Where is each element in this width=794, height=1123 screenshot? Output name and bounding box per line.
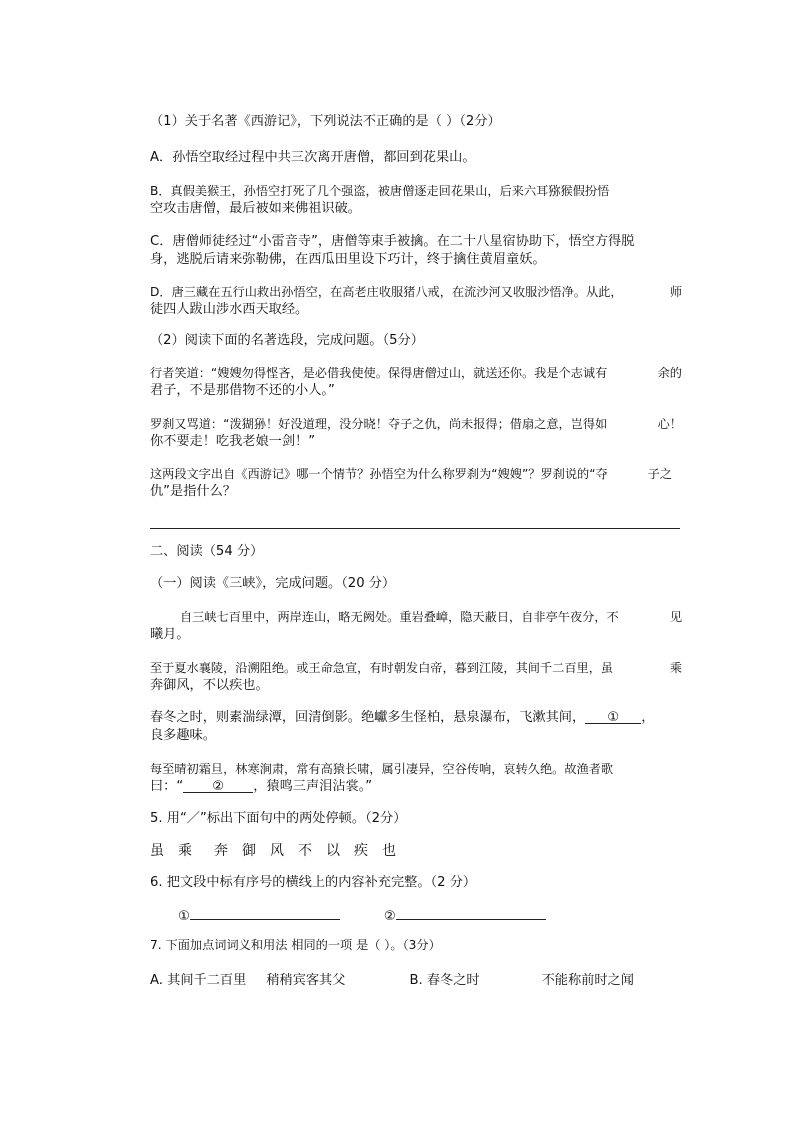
q1-option-d-line1: [150, 282, 682, 302]
q5-char[interactable]: 不: [298, 843, 312, 859]
q2-question-line1-text: 这两段文字出自《西游记》哪一个情节？孙悟空为什么称罗刹为“嫂嫂”？罗刹说的“夺: [150, 467, 608, 481]
passage-blank-2[interactable]: [183, 777, 253, 793]
q2-stem: （2）阅读下面的名著选段，完成问题。（5分）: [150, 333, 424, 348]
q5-char[interactable]: 虽: [150, 843, 164, 859]
q5-char[interactable]: 以: [326, 843, 340, 859]
q2-question-line2: 仇”是指什么？: [150, 484, 236, 499]
q6-answers: [178, 904, 682, 927]
q1-option-d-line2: 徒四人跋山涉水西天取经。: [150, 302, 309, 317]
passage-p3-line1-end: ，: [641, 710, 655, 725]
q5-sentence: [150, 841, 682, 861]
q1-stem: （1）关于名著《西游记》，下列说法不正确的是（ ）（2分）: [150, 114, 501, 129]
passage-p1-line1: [180, 607, 682, 627]
q1-option-c-line1: C．唐僧师徒经过“小雷音寺”，唐僧等束手被擒。在二十八星宿协助下，悟空方得脱: [150, 234, 635, 249]
q5-stem: 5. 用“／”标出下面句中的两处停顿。（2分）: [150, 811, 407, 826]
q5-char[interactable]: 奔: [214, 843, 228, 859]
passage-p2-line2: 奔御风，不以疾也。: [150, 678, 269, 693]
passage-p4-line2-end: ，猿鸣三声泪沾裳。”: [253, 779, 373, 794]
passage-p2-line1: [150, 658, 682, 678]
passage-p4-line2: [150, 777, 682, 797]
q1-option-b-line1: B．真假美猴王，孙悟空打死了几个强盗，被唐僧逐走回花果山，后来六耳猕猴假扮悟: [150, 184, 610, 198]
passage-p1-line1-text: 自三峡七百里中，两岸连山，略无阙处。重岩叠嶂，隐天蔽日，自非亭午夜分，不: [180, 610, 619, 624]
q5-char[interactable]: 也: [382, 843, 396, 859]
passage-p4-line2-start: 曰：“: [150, 779, 184, 794]
passage-p4-line1: 每至晴初霜旦，林寒涧肃，常有高猿长啸，属引凄异，空谷传响，哀转久绝。故渔者歌: [150, 762, 614, 776]
passage-blank-2-label: ②: [212, 779, 225, 794]
passage-p1-line1-end: 见: [669, 610, 682, 624]
q6-label-1: ①: [178, 909, 190, 924]
q7-options: [150, 971, 682, 991]
q2-excerpt2-line1-text: 罗刹又骂道：“泼猢狲！好没道理，没分晓！夺子之仇，尚未报得；借扇之意，岂得如: [150, 417, 608, 431]
section2-title: 二、阅读（54 分）: [150, 544, 264, 559]
q1-option-d-line1-text: D．唐三藏在五行山救出孙悟空，在高老庄收服猪八戒，在流沙河又收服沙悟净。从此，: [150, 285, 623, 299]
q2-question-line1-end: 子之: [647, 467, 672, 481]
q1-option-d-line1-end: 师: [669, 285, 682, 299]
q5-char[interactable]: 乘: [178, 843, 192, 859]
q2-excerpt2-line1-end: 心！: [657, 417, 682, 431]
q7-stem: 7. 下面加点词词义和用法 相同的一项 是（ ）。（3分）: [150, 938, 441, 952]
answer-line[interactable]: [150, 528, 680, 529]
q1-option-b-line2: 空攻击唐僧，最后被如来佛祖识破。: [150, 201, 361, 216]
q2-excerpt1-line2: 君子，不是那借物不还的小人。”: [150, 383, 335, 398]
q1-option-c-line2: 身，逃脱后请来弥勒佛，在西瓜田里设下巧计，终于擒住黄眉童妖。: [150, 252, 546, 267]
q2-question-line1: [150, 464, 682, 484]
q2-excerpt1-line1-text: 行者笑道：“嫂嫂勿得悭吝，是必借我使使。保得唐僧过山，就送还你。我是个志诚有: [150, 366, 608, 380]
q2-excerpt1-line1: [150, 363, 682, 383]
passage-p3-line1-text: 春冬之时，则素湍绿潭，回清倒影。绝巘多生怪柏，悬泉瀑布，飞漱其间，: [150, 710, 586, 725]
q6-stem: 6. 把文段中标有序号的横线上的内容补充完整。（2 分）: [150, 875, 477, 890]
section2-sub1: （一）阅读《三峡》，完成问题。（20 分）: [150, 576, 396, 591]
q7-option-a-word2: 稍稍宾客其父: [266, 973, 346, 988]
passage-blank-1[interactable]: [585, 708, 641, 724]
passage-p2-line1-text: 至于夏水襄陵，沿溯阻绝。或王命急宣，有时朝发白帝，暮到江陵，其间千二百里，虽: [150, 661, 614, 675]
passage-blank-1-label: ①: [607, 710, 620, 725]
q5-char[interactable]: 疾: [354, 843, 368, 859]
q6-label-2: ②: [383, 909, 396, 924]
q1-option-a: A．孙悟空取经过程中共三次离开唐僧，都回到花果山。: [150, 150, 476, 165]
q6-blank-1[interactable]: [190, 904, 340, 920]
q5-char[interactable]: 风: [270, 843, 284, 859]
passage-p3-line1: [150, 708, 682, 728]
q2-excerpt1-line1-end: 余的: [657, 366, 682, 380]
q2-excerpt2-line2: 你不要走！吃我老娘一剑！”: [150, 434, 316, 449]
q7-option-b-word1: B. 春冬之时: [409, 973, 480, 988]
passage-p2-line1-end: 乘: [669, 661, 682, 675]
passage-p1-line2: 曦月。: [150, 627, 190, 642]
q6-blank-2[interactable]: [396, 904, 546, 920]
q2-excerpt2-line1: [150, 414, 682, 434]
q7-option-b-word2: 不能称前时之闻: [541, 973, 634, 988]
passage-p3-line2: 良多趣味。: [150, 728, 216, 743]
q7-option-a-word1: A. 其间千二百里: [150, 973, 247, 988]
q5-char[interactable]: 御: [242, 843, 256, 859]
